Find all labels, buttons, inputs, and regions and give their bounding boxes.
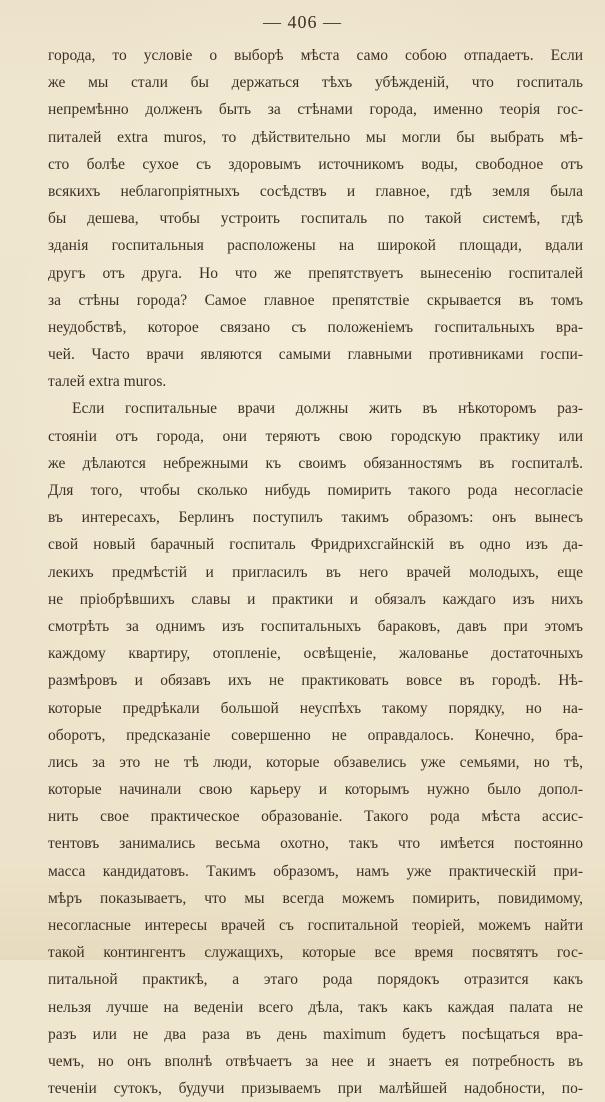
text-line: несогласные интересы врачей съ госпитальной теоріей, можемъ найти — [48, 917, 583, 934]
text-line: непремѣнно долженъ быть за стѣнами города, именно теорія гос- — [48, 101, 583, 119]
text-line: такой контингентъ служащихъ, которые все время посвятятъ гос- — [48, 944, 583, 962]
text-line: въ интересахъ, Берлинъ поступилъ такимъ образомъ: онъ вынесъ — [48, 509, 583, 527]
page-number: — 406 — — [263, 12, 342, 32]
text-line: другъ отъ друга. Но что же препятствуетъ вынесенію госпиталей — [48, 264, 583, 282]
text-line: стояніи отъ города, они теряютъ свою городскую практику или — [48, 427, 583, 445]
text-line: которые предрѣкали большой неуспѣхъ такому порядку, но на- — [48, 699, 583, 717]
text-line: сто болѣе сухое съ здоровымъ источникомъ воды, свободное отъ — [48, 155, 583, 173]
text-line: нельзя лучше на веденіи всего дѣла, такъ какъ каждая палата не — [48, 998, 583, 1016]
text-line: Для того, чтобы сколько нибудь помирить такого рода несогласіе — [48, 482, 583, 499]
text-line: питалей extra muros, то дѣйствительно мы могли бы выбрать мѣ- — [48, 128, 583, 146]
text-line: тентовъ занимались весьма охотно, такъ что имѣется постоянно — [48, 835, 583, 853]
text-line: которые начинали свою карьеру и которымъ нужно было допол- — [48, 781, 583, 799]
text-line: зданія госпитальныя расположены на широкой площади, вдали — [48, 237, 583, 255]
text-line: смотрѣть за однимъ изъ госпитальныхъ бараковъ, давъ при этомъ — [48, 617, 583, 635]
text-line: неудобствѣ, которое связано съ положеніемъ госпитальныхъ вра- — [48, 318, 583, 336]
text-line: бы дешева, чтобы устроить госпиталь по такой системѣ, гдѣ — [48, 210, 583, 228]
text-line: города, то условіе о выборѣ мѣста само собою отпадаетъ. Если — [48, 47, 583, 64]
text-line: лись за это не тѣ люди, которые обзавелись уже семьями, но тѣ, — [48, 753, 583, 771]
text-line: теченіи сутокъ, будучи призываемъ при малѣйшей надобности, по- — [48, 1080, 583, 1098]
text-line: за стѣны города? Самое главное препятствіе скрывается въ томъ — [48, 291, 583, 309]
body-text — [48, 42, 583, 1102]
text-line: питальной практикѣ, а этаго рода порядокъ отразится какъ — [48, 971, 583, 989]
text-line: не пріобрѣвшихъ славы и практики и обязалъ каждаго изъ нихъ — [48, 590, 583, 608]
text-line: талей extra muros. — [48, 373, 167, 391]
text-line: размѣровъ и обязавъ ихъ не практиковать вовсе въ городѣ. Нѣ- — [48, 672, 583, 690]
text-line: мѣръ показываетъ, что мы всегда можемъ помирить, повидимому, — [48, 889, 583, 907]
text-line: же дѣлаются небрежными къ своимъ обязанностямъ въ госпиталѣ. — [48, 454, 583, 472]
text-line: масса кандидатовъ. Такимъ образомъ, намъ уже практическій при- — [48, 862, 583, 880]
text-line: лекихъ предмѣстій и пригласилъ въ него врачей молодыхъ, еще — [48, 563, 583, 581]
text-line: каждому квартиру, отопленіе, освѣщеніе, жалованье достаточныхъ — [48, 645, 583, 663]
text-line: же мы стали бы держаться тѣхъ убѣжденій, что госпиталь — [48, 74, 583, 92]
text-line: свой новый барачный госпиталь Фридрихсгайнскій въ одно изъ да- — [48, 536, 583, 554]
text-line: Если госпитальные врачи должны жить въ нѣкоторомъ раз- — [72, 400, 583, 418]
text-line: нить свое практическое образованіе. Такого рода мѣста ассис- — [48, 808, 583, 826]
text-line: разъ или не два раза въ день maximum будетъ посѣщаться вра- — [48, 1025, 583, 1043]
text-line: чей. Часто врачи являются самыми главными противниками госпи- — [48, 346, 583, 364]
text-line: чемъ, но онъ вполнѣ отвѣчаетъ за нее и знаетъ ея потребность въ — [48, 1052, 583, 1070]
text-line: оборотъ, предсказаніе совершенно не оправдалось. Конечно, бра- — [48, 726, 583, 744]
text-line: всякихъ неблагопріятныхъ сосѣдствъ и главное, гдѣ земля была — [48, 182, 583, 200]
